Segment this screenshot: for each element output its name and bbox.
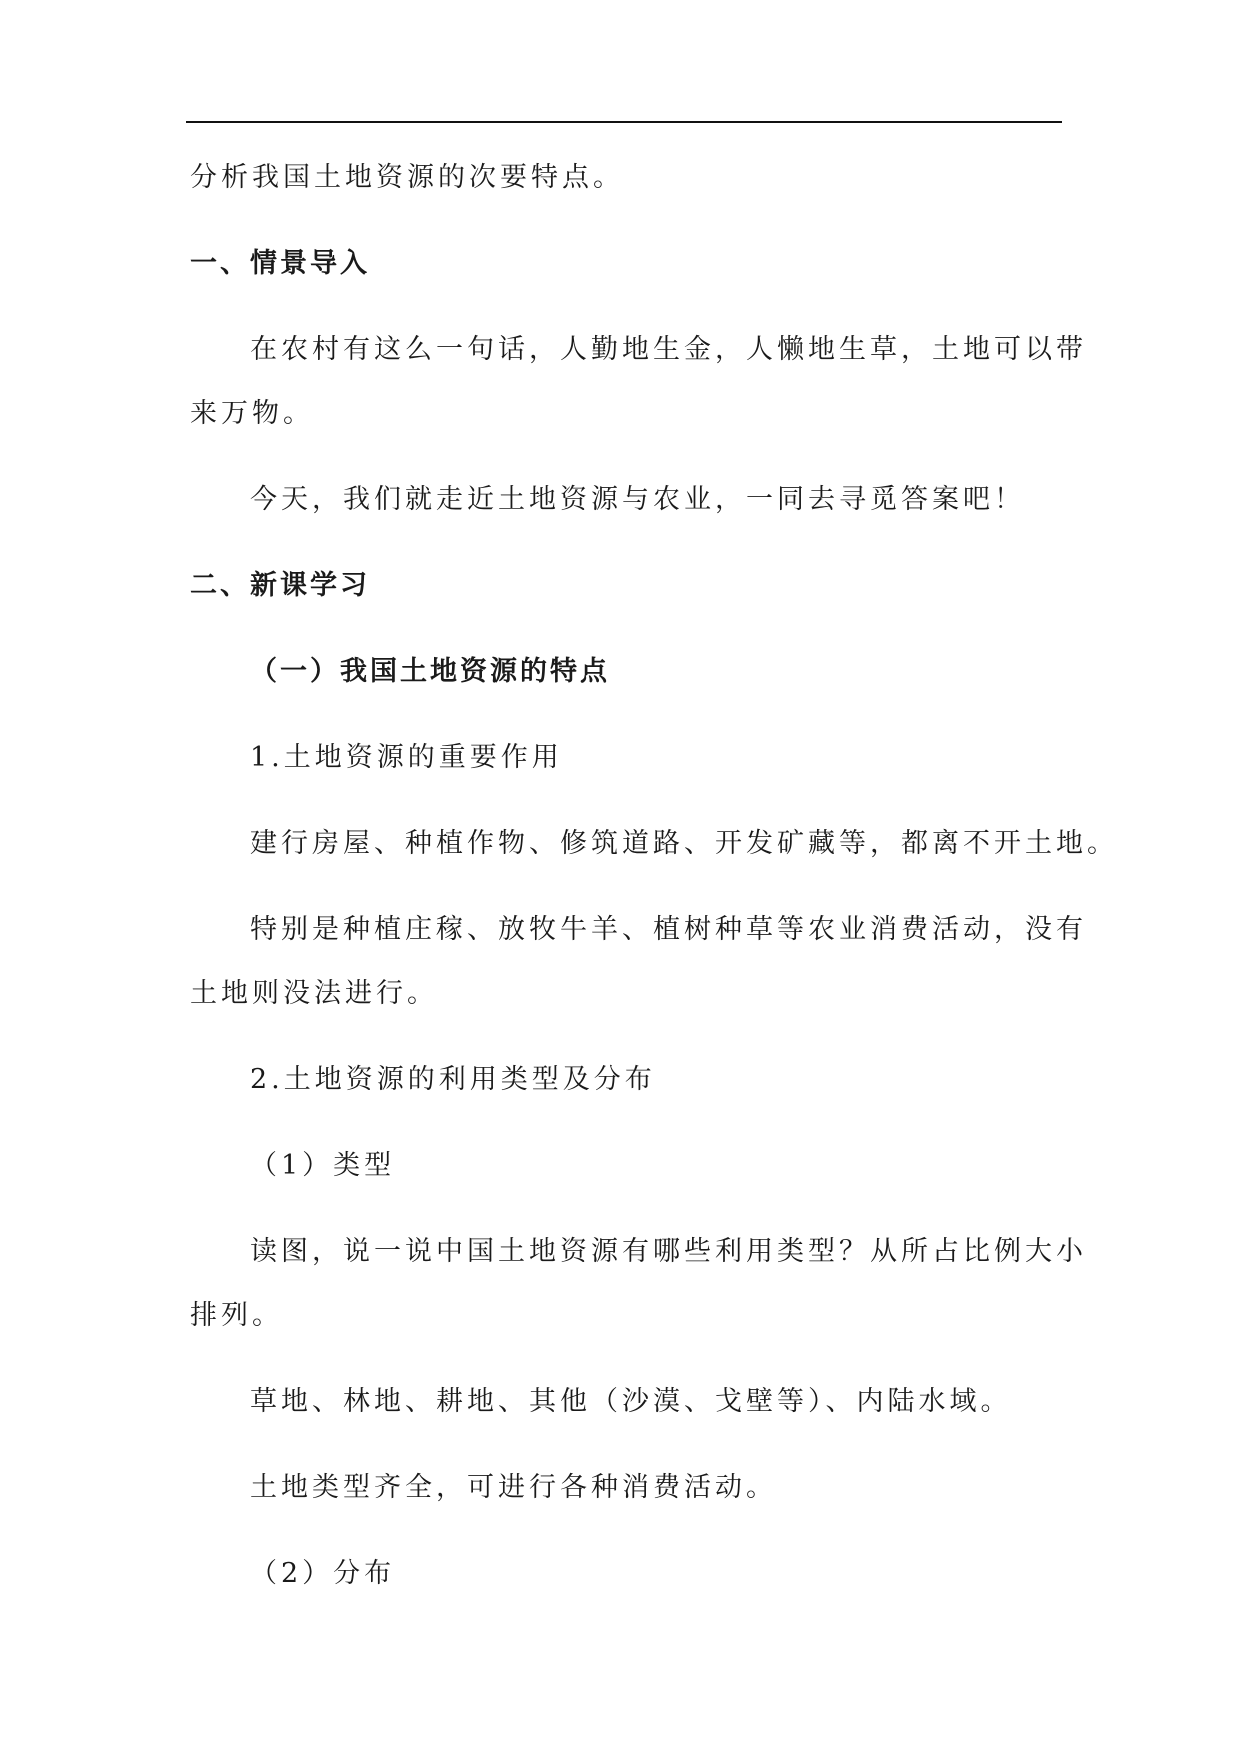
paragraph-1-line-1: 在农村有这么一句话，人勤地生金，人懒地生草，土地可以带 (250, 334, 1087, 365)
paragraph-2: 今天，我们就走近土地资源与农业，一同去寻觅答案吧！ (250, 484, 1025, 515)
intro-line: 分析我国土地资源的次要特点。 (190, 162, 624, 193)
section-heading-1: 一、情景导入 (190, 248, 370, 279)
paragraph-4-line-1: 特别是种植庄稼、放牧牛羊、植树种草等农业消费活动，没有 (250, 914, 1087, 945)
paragraph-5-line-2: 排列。 (190, 1300, 283, 1331)
subsection-heading-1: （一）我国土地资源的特点 (250, 656, 610, 687)
paragraph-4-line-2: 土地则没法进行。 (190, 978, 438, 1009)
sub-item-heading-1: （1）类型 (250, 1150, 396, 1181)
paragraph-7: 土地类型齐全，可进行各种消费活动。 (250, 1472, 777, 1503)
item-heading-2: 2.土地资源的利用类型及分布 (250, 1064, 656, 1095)
paragraph-5-line-1: 读图，说一说中国土地资源有哪些利用类型？从所占比例大小 (250, 1236, 1087, 1267)
section-heading-2: 二、新课学习 (190, 570, 370, 601)
item-heading-1: 1.土地资源的重要作用 (250, 742, 563, 773)
paragraph-3: 建行房屋、种植作物、修筑道路、开发矿藏等，都离不开土地。 (250, 828, 1118, 859)
paragraph-1-line-2: 来万物。 (190, 398, 314, 429)
sub-item-heading-2: （2）分布 (250, 1558, 396, 1589)
header-rule (186, 121, 1062, 123)
paragraph-6: 草地、林地、耕地、其他（沙漠、戈壁等）、内陆水域。 (250, 1386, 1012, 1417)
